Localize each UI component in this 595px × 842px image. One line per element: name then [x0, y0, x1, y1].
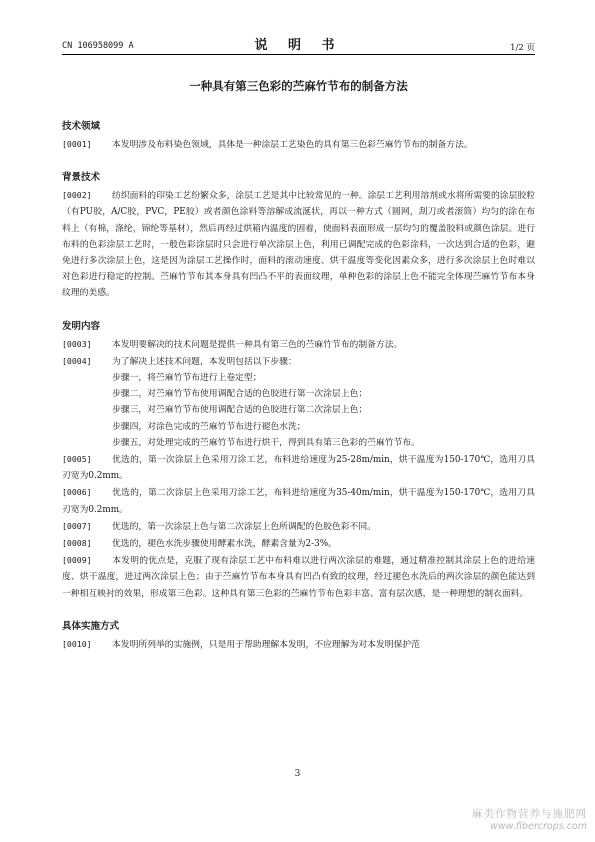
paragraph-text: 为了解决上述技术问题，本发明包括以下步骤：: [112, 356, 297, 367]
paragraph-text: 优选的，第一次涂层上色与第二次涂层上色所调配的色胶色彩不同。: [112, 521, 376, 532]
paragraph-number: [0004]: [62, 355, 92, 366]
paragraph: [62, 636, 535, 653]
step-item: 步骤五，对处理完成的苎麻竹节布进行烘干，得到具有第三色彩的苎麻竹节布。: [112, 437, 420, 448]
watermark-site-name: 麻类作物营养与施肥网: [472, 808, 587, 820]
step-item: 步骤一，将苎麻竹节布进行上卷定型；: [112, 373, 262, 384]
step-item: 步骤四，对涂色完成的苎麻竹节布进行褪色水洗；: [112, 421, 306, 432]
invention-title: 一种具有第三色彩的苎麻竹节布的制备方法: [189, 79, 408, 93]
paragraph: [62, 535, 535, 552]
step-item: 步骤二，对苎麻竹节布使用调配合适的色胶进行第一次涂层上色；: [112, 389, 368, 400]
step-item: 步骤三，对苎麻竹节布使用调配合适的色胶进行第二次涂层上色；: [112, 405, 368, 416]
paragraph-text: 优选的，第一次涂层上色采用刀涂工艺，布料进给速度为25-28m/min，烘干温度为150-170℃，选用刀具刃宽为0.2mm。: [62, 455, 535, 482]
paragraph: [62, 552, 535, 602]
section-heading-background: 背景技术: [62, 172, 101, 184]
paragraph-number: [0008]: [62, 538, 92, 549]
paragraph-number: [0005]: [62, 454, 92, 465]
paragraph-number: [0001]: [62, 139, 92, 149]
page-label: 1/2 页: [510, 43, 535, 53]
page-number: 3: [294, 769, 301, 779]
doc-number: CN 106958099 A: [62, 41, 134, 51]
paragraph-text: 本发明的优点是，克服了现有涂层工艺中布料难以进行两次涂层的难题，通过精准控制其涂层上色的进给速度、烘干温度，进过两次涂层上色；由于苎麻竹节布本身具有凹凸有致的纹理，经过褪色水洗后的两次涂层的颜色能达到一种相互映衬的效果，形成第三色彩。这种具有第三色彩的苎麻竹节布色彩丰富、富有层次感，是一种理想的制衣面料。: [62, 556, 535, 599]
paragraph-number: [0002]: [62, 190, 92, 201]
paragraph-number: [0003]: [62, 338, 92, 349]
paragraph: [62, 336, 535, 353]
paragraph: [62, 451, 535, 484]
doc-type-title: 说 明 书: [254, 38, 343, 53]
paragraph-number: [0007]: [62, 520, 92, 531]
section-heading-embodiment: 具体实施方式: [62, 620, 120, 632]
paragraph-text: 本发明涉及布料染色领域，具体是一种涂层工艺染色的具有第三色彩苎麻竹节布的制备方法。: [112, 140, 473, 150]
paragraph-text: 本发明所列举的实施例，只是用于帮助理解本发明，不应理解为对本发明保护范: [112, 639, 420, 650]
section-heading-summary: 发明内容: [62, 320, 101, 332]
paragraph: [62, 518, 535, 535]
watermark-url: www.fibercrops.com: [490, 821, 587, 832]
paragraph-text: 优选的，褪色水洗步骤使用酵素水洗，酵素含量为2-3%。: [112, 539, 337, 550]
paragraph-text: 纺织面料的印染工艺纷繁众多，涂层工艺是其中比较常见的一种。涂层工艺利用溶剂或水将所需要的涂层胶粒（有PU胶，A/C胶，PVC，PE胶）或者颜色涂料等溶解成流涎状，再以一种方式（圆网，刮刀或者滚筒）均匀的涂在布料上（有棉，涤纶，锦纶等基材），然后再经过烘箱内温度的固着，使面料表面形成一层均匀的覆盖胶料或颜色涂层。进行布料的色彩涂层工艺时，一般色彩涂层时只会进行单次涂层上色，利用已调配完成的色彩涂料，一次达到合适的色彩，避免进行多次涂层上色，这是因为涂层工艺操作时，面料的滚动速度、烘干温度等变化因素众多，进行多次涂层上色时难以对色彩进行稳定的控制。苎麻竹节布其本身具有凹凸不平的表面纹理，单种色彩的涂层上色不能完全体现苎麻竹节布本身纹理的美感。: [62, 191, 535, 299]
paragraph: [62, 484, 535, 517]
section-heading-tech-field: 技术领域: [62, 121, 101, 132]
paragraph-text: 本发明要解决的技术问题是提供一种具有第三色的苎麻竹节布的制备方法。: [112, 339, 403, 350]
paragraph-number: [0006]: [62, 487, 92, 498]
paragraph-text: 优选的，第二次涂层上色采用刀涂工艺，布料进给速度为35-40m/min，烘干温度为150-170℃，选用刀具刃宽为0.2mm。: [62, 488, 535, 515]
paragraph: [62, 353, 535, 370]
header-divider: [62, 54, 535, 55]
paragraph-number: [0010]: [62, 638, 92, 649]
paragraph: [62, 187, 535, 301]
paragraph-number: [0009]: [62, 555, 92, 566]
document-body: [62, 78, 535, 653]
watermark: [472, 806, 587, 832]
page-header: [62, 30, 535, 56]
paragraph: [62, 136, 535, 153]
